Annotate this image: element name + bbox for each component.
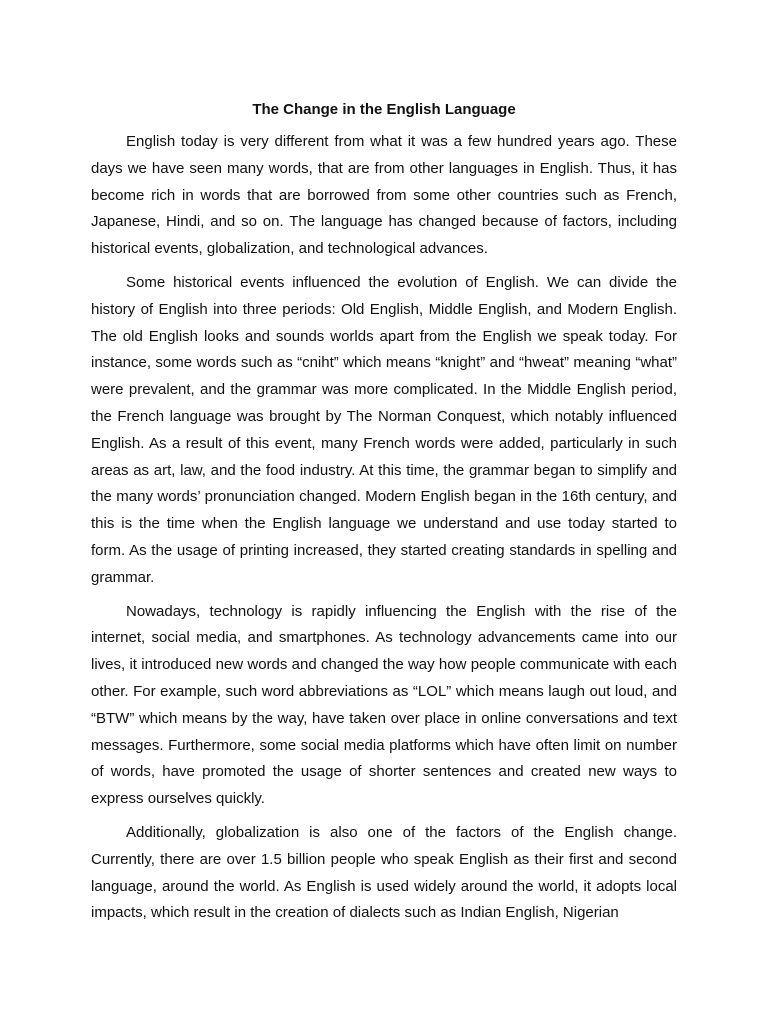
document-body: [91, 97, 677, 934]
paragraph-introduction: English today is very different from what it was a few hundred years ago. These days we have seen many words, that are from other languages in English. Thus, it has become rich in words that are borrowed from some other countries such as French, Japanese, Hindi, and so on. The language has changed because of factors, including historical events, globalization, and technological advances.: [91, 133, 677, 258]
paragraph-technology: Nowadays, technology is rapidly influencing the English with the rise of the internet, social media, and smartphones. As technology advancements came into our lives, it introduced new words and changed the way how people communicate with each other. For example, such word abbreviations as “LOL” which means laugh out loud, and “BTW” which means by the way, have taken over place in online conversations and text messages. Furthermore, some social media platforms which have often limit on number of words, have promoted the usage of shorter sentences and created new ways to express ourselves quickly.: [91, 602, 677, 808]
document-title: The Change in the English Language: [252, 101, 516, 118]
paragraph-globalization: Additionally, globalization is also one of the factors of the English change. Currently, there are over 1.5 billion people who speak English as their first and second language, around the world. As English is used widely around the world, it adopts local impacts, which result in the creation of dialects such as Indian English, Nigerian: [91, 823, 677, 922]
paragraph-historical-events: Some historical events influenced the evolution of English. We can divide the history of English into three periods: Old English, Middle English, and Modern English. The old English looks and sounds worlds apart from the English we speak today. For instance, some words such as “cniht” which means “knight” and “hweat” meaning “what” were prevalent, and the grammar was more complicated. In the Middle English period, the French language was brought by The Norman Conquest, which notably influenced English. As a result of this event, many French words were added, particularly in such areas as art, law, and the food industry. At this time, the grammar began to simplify and the many words’ pronunciation changed. Modern English began in the 16th century, and this is the time when the English language we understand and use today started to form. As the usage of printing increased, they started creating standards in spelling and grammar.: [91, 273, 677, 586]
